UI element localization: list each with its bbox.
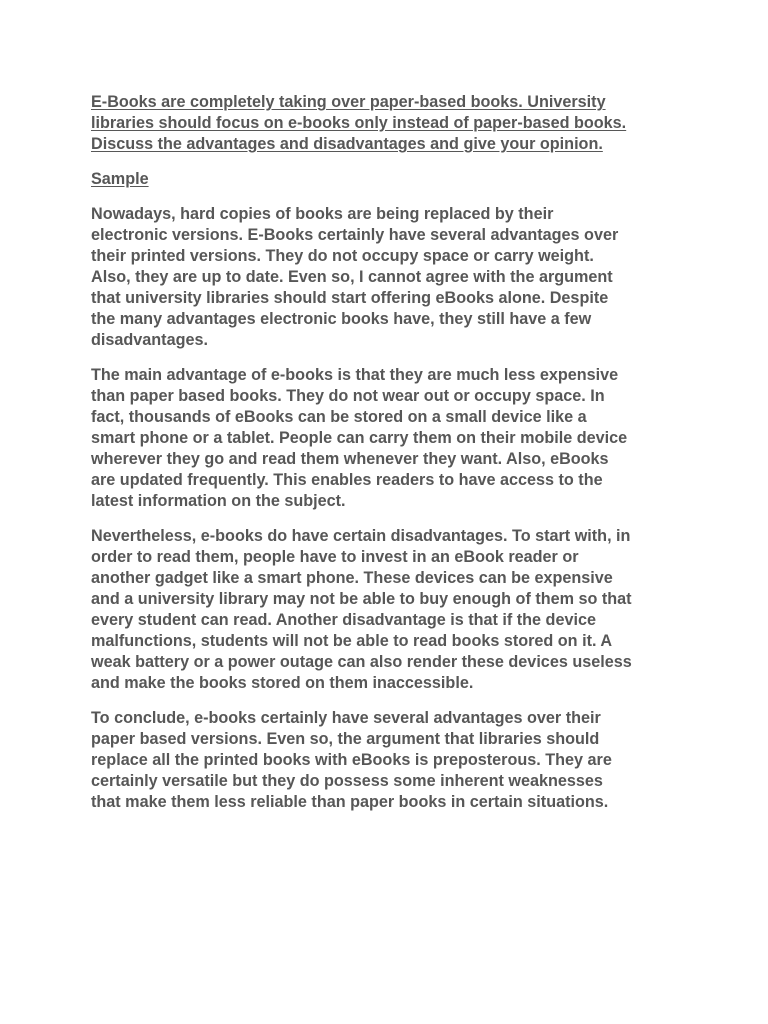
paragraph-advantages: The main advantage of e-books is that they are much less expensive than paper based books. They do not wear out or occupy space. In fact, thousands of eBooks can be stored on a small device like a smart phone or a tablet. People can carry them on their mobile device wherever they go and read them whenever they want. Also, eBooks are updated frequently. This enables readers to have access to the latest information on the subject. <box>91 366 628 510</box>
sample-heading: Sample <box>91 170 149 188</box>
document-page <box>91 92 691 827</box>
essay-prompt: E-Books are completely taking over paper-based books. University libraries should focus on e-books only instead of paper-based books. Discuss the advantages and disadvantages and give your opinion. <box>91 93 627 153</box>
paragraph-conclusion: To conclude, e-books certainly have several advantages over their paper based versions. Even so, the argument that libraries should replace all the printed books with eBooks is preposterous. They are certainly versatile but they do possess some inherent weaknesses that make them less reliable than paper books in certain situations. <box>91 709 612 811</box>
paragraph-disadvantages: Nevertheless, e-books do have certain disadvantages. To start with, in order to read them, people have to invest in an eBook reader or another gadget like a smart phone. These devices can be expensive and a university library may not be able to buy enough of them so that every student can read. Another disadvantage is that if the device malfunctions, students will not be able to read books stored on it. A weak battery or a power outage can also render these devices useless and make the books stored on them inaccessible. <box>91 527 632 692</box>
paragraph-introduction: Nowadays, hard copies of books are being replaced by their electronic versions. E-Books certainly have several advantages over their printed versions. They do not occupy space or carry weight. Also, they are up to date. Even so, I cannot agree with the argument that university libraries should start offering eBooks alone. Despite the many advantages electronic books have, they still have a few disadvantages. <box>91 205 619 349</box>
